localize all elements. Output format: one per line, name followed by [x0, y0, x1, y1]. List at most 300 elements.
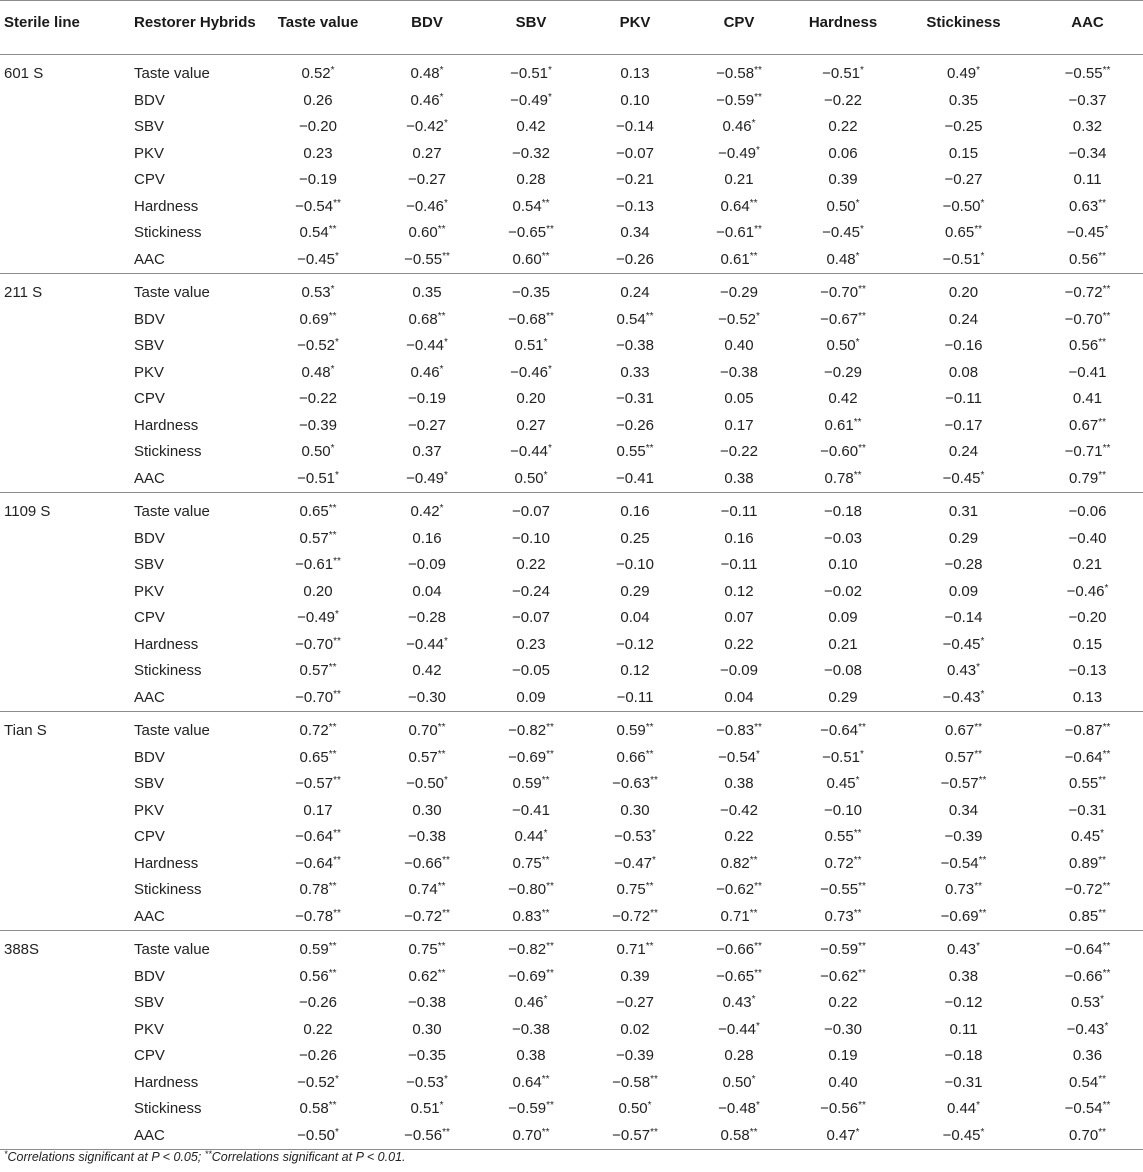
table-row — [0, 632, 1143, 659]
correlation-value-cell: −0.63** — [612, 775, 658, 792]
sterile-line-cell — [0, 1070, 131, 1097]
correlation-value-cell: −0.28 — [408, 609, 446, 626]
correlation-value-cell: 0.78** — [299, 881, 337, 898]
significance-marker: ** — [1102, 967, 1111, 979]
sterile-line-cell — [0, 685, 131, 712]
correlation-value-cell: 0.24 — [948, 443, 979, 460]
correlation-value-cell: 0.75** — [512, 854, 550, 872]
correlation-value-cell: −0.10 — [824, 801, 862, 819]
correlation-value-cell: −0.62** — [820, 967, 866, 985]
restorer-trait-cell: Stickiness — [134, 1100, 202, 1117]
significance-marker: ** — [333, 828, 341, 839]
correlation-value-cell: −0.78** — [295, 907, 341, 925]
significance-marker: ** — [754, 722, 762, 733]
correlation-value-cell: 0.56** — [1069, 250, 1106, 268]
significance-marker: ** — [749, 854, 758, 866]
correlation-value-cell: −0.45* — [822, 224, 864, 241]
sterile-line-cell — [0, 194, 131, 221]
significance-marker: ** — [541, 854, 550, 866]
significance-marker: ** — [853, 416, 862, 428]
correlation-value-cell: 0.78** — [824, 469, 862, 487]
restorer-trait-cell: CPV — [134, 828, 165, 845]
correlation-value-cell: 0.04 — [724, 688, 754, 706]
correlation-value-cell: 0.43* — [946, 662, 981, 679]
correlation-value-cell: 0.41 — [1072, 390, 1103, 407]
significance-marker: * — [751, 994, 756, 1005]
correlation-value-cell: 0.09 — [828, 609, 858, 626]
header-sterile-line: Sterile line — [0, 1, 131, 55]
sterile-line-cell: 601 S — [0, 55, 131, 88]
correlation-value-cell: 0.67** — [895, 712, 1032, 745]
significance-marker: * — [548, 363, 552, 375]
table-row — [0, 745, 1143, 772]
correlation-value-cell: 0.11 — [949, 1020, 978, 1038]
table-row — [0, 904, 1143, 931]
correlation-value-cell: 0.43* — [895, 931, 1032, 964]
restorer-trait-cell: CPV — [134, 171, 165, 188]
restorer-trait-cell: BDV — [134, 91, 165, 109]
correlation-value-cell: −0.62** — [716, 881, 762, 898]
correlation-value-cell: −0.45* — [297, 250, 339, 268]
correlation-value-cell: 0.19 — [828, 1047, 858, 1064]
correlation-value-cell: −0.46* — [1066, 582, 1109, 600]
sterile-line-cell — [0, 247, 131, 274]
significance-marker: ** — [749, 250, 758, 262]
correlation-value-cell: −0.49* — [718, 144, 760, 162]
correlation-value-cell: 0.02 — [620, 1020, 650, 1038]
significance-marker: * — [330, 284, 335, 295]
correlation-value-cell: 0.85** — [1069, 907, 1106, 925]
correlation-value-cell: −0.18 — [944, 1047, 983, 1064]
correlation-value-cell: 0.11 — [1073, 171, 1102, 188]
table-row — [0, 493, 1143, 526]
header-sbv: SBV — [479, 1, 583, 55]
restorer-trait-cell: Taste value — [131, 712, 261, 745]
significance-marker: ** — [437, 941, 446, 952]
significance-marker: * — [335, 1126, 339, 1138]
restorer-trait-cell: Hardness — [134, 1073, 199, 1091]
correlation-value-cell: −0.52* — [297, 337, 339, 354]
restorer-trait-cell: SBV — [134, 556, 165, 573]
correlation-value-cell: −0.66** — [404, 854, 450, 872]
correlation-value-cell: 0.40 — [828, 1073, 858, 1091]
significance-marker: * — [330, 443, 335, 454]
table-row — [0, 552, 1143, 579]
correlation-value-cell: −0.11 — [616, 688, 654, 706]
correlation-value-cell: −0.66** — [1064, 967, 1111, 985]
correlation-value-cell: −0.38 — [616, 337, 654, 354]
correlation-value-cell: 0.16 — [583, 493, 687, 526]
significance-marker: * — [444, 469, 448, 481]
correlation-value-cell: 0.05 — [724, 390, 754, 407]
correlation-value-cell: −0.26 — [616, 416, 654, 434]
significance-marker: ** — [1098, 337, 1106, 348]
correlation-value-cell: −0.03 — [824, 529, 862, 547]
table-row — [0, 274, 1143, 307]
table-row — [0, 771, 1143, 798]
sterile-line-cell — [0, 1096, 131, 1123]
restorer-trait-cell: AAC — [134, 469, 165, 487]
significance-marker: ** — [754, 91, 762, 103]
sterile-line-cell — [0, 220, 131, 247]
significance-marker: ** — [328, 529, 337, 541]
significance-marker: * — [756, 1100, 760, 1111]
significance-marker: * — [980, 635, 985, 647]
significance-marker: ** — [546, 881, 554, 892]
correlation-value-cell: 0.38 — [948, 967, 979, 985]
significance-marker: ** — [437, 967, 446, 979]
correlation-value-cell: 0.13 — [583, 55, 687, 88]
sterile-line-cell: 211 S — [0, 274, 131, 307]
significance-marker: ** — [1102, 722, 1111, 733]
header-bdv: BDV — [375, 1, 479, 55]
significance-marker: * — [855, 337, 860, 348]
correlation-value-cell: −0.51* — [942, 250, 985, 268]
table-footnote — [4, 1150, 406, 1164]
correlation-value-cell: 0.40 — [724, 337, 754, 354]
significance-marker: ** — [1102, 748, 1111, 760]
correlation-value-cell: 0.24 — [948, 310, 979, 328]
sterile-line-cell: Tian S — [0, 712, 131, 745]
significance-marker: * — [860, 748, 864, 760]
correlation-value-cell: −0.12 — [944, 994, 983, 1011]
correlation-value-cell: −0.45* — [1066, 224, 1109, 241]
correlation-value-cell: −0.44* — [406, 337, 448, 354]
correlation-value-cell: −0.80** — [508, 881, 554, 898]
correlation-value-cell: 0.44* — [514, 828, 548, 845]
correlation-value-cell: −0.66** — [687, 931, 791, 964]
correlation-value-cell: 0.46* — [410, 363, 444, 381]
significance-marker: ** — [858, 1100, 866, 1111]
correlation-value-cell: −0.69** — [508, 748, 554, 766]
correlation-value-cell: 0.06 — [828, 144, 858, 162]
correlation-value-cell: −0.58** — [612, 1073, 658, 1091]
correlation-value-cell: −0.72** — [612, 907, 658, 925]
correlation-value-cell: −0.54** — [940, 854, 987, 872]
correlation-value-cell: −0.39 — [944, 828, 983, 845]
table-row — [0, 55, 1143, 88]
significance-marker: ** — [541, 1073, 550, 1085]
correlation-value-cell: 0.29 — [620, 582, 650, 600]
significance-marker: ** — [328, 881, 337, 892]
correlation-value-cell: −0.26 — [299, 1047, 337, 1064]
correlation-value-cell: 0.27 — [412, 144, 442, 162]
correlation-value-cell: 0.49* — [895, 55, 1032, 88]
correlation-value-cell: 0.66** — [616, 748, 654, 766]
correlation-value-cell: −0.17 — [944, 416, 983, 434]
correlation-value-cell: −0.10 — [512, 529, 550, 547]
correlation-value-cell: 0.71** — [583, 931, 687, 964]
significance-marker: ** — [1102, 1100, 1111, 1111]
table-row — [0, 851, 1143, 878]
correlation-value-cell: 0.22 — [828, 118, 858, 135]
restorer-trait-cell: Stickiness — [134, 443, 202, 460]
correlation-value-cell: 0.63** — [1069, 197, 1106, 215]
correlation-value-cell: −0.41 — [1068, 363, 1107, 381]
correlation-value-cell: −0.31 — [1068, 801, 1107, 819]
correlation-value-cell: 0.07 — [724, 609, 754, 626]
correlation-value-cell: 0.35 — [948, 91, 979, 109]
correlation-value-cell: 0.42 — [516, 118, 546, 135]
correlation-value-cell: 0.09 — [516, 688, 546, 706]
significance-marker: ** — [328, 503, 337, 514]
correlation-value-cell: 0.10 — [620, 91, 650, 109]
significance-marker: ** — [328, 1100, 337, 1111]
correlation-value-cell: 0.45* — [826, 775, 860, 792]
correlation-value-cell: −0.44* — [718, 1020, 760, 1038]
correlation-value-cell: 0.70** — [1032, 1123, 1143, 1150]
correlation-value-cell: 0.35 — [375, 274, 479, 307]
sterile-line-cell — [0, 1123, 131, 1150]
correlation-value-cell: 0.54** — [512, 197, 550, 215]
significance-marker: ** — [1102, 881, 1111, 892]
table-row — [0, 824, 1143, 851]
correlation-value-cell: 0.67** — [1069, 416, 1106, 434]
restorer-trait-cell: PKV — [134, 1020, 165, 1038]
significance-marker: ** — [437, 722, 446, 733]
footnote-text-p05: Correlations significant at P < 0.05; — [7, 1150, 205, 1164]
significance-marker: ** — [546, 967, 554, 979]
correlation-value-cell: 0.70** — [479, 1123, 583, 1150]
table-row — [0, 605, 1143, 632]
correlation-value-cell: 0.46* — [514, 994, 548, 1011]
table-row — [0, 220, 1143, 247]
significance-marker: ** — [858, 722, 866, 733]
restorer-trait-cell: SBV — [134, 994, 165, 1011]
correlation-value-cell: −0.64** — [295, 854, 341, 872]
correlation-value-cell: −0.59** — [716, 91, 762, 109]
significance-marker: ** — [978, 854, 987, 866]
restorer-trait-cell: Stickiness — [134, 881, 202, 898]
correlation-value-cell: −0.49* — [297, 609, 339, 626]
table-row — [0, 990, 1143, 1017]
significance-marker: * — [855, 197, 860, 209]
correlation-value-cell: 0.46* — [722, 118, 756, 135]
sterile-line-cell — [0, 413, 131, 440]
sterile-line-cell — [0, 745, 131, 772]
sterile-line-cell — [0, 990, 131, 1017]
significance-marker: * — [751, 1073, 756, 1085]
correlation-value-cell: −0.09 — [720, 662, 758, 679]
correlation-value-cell: 0.42 — [412, 662, 442, 679]
table-row — [0, 877, 1143, 904]
significance-marker: * — [855, 775, 860, 786]
correlation-value-cell: −0.02 — [824, 582, 862, 600]
correlation-value-cell: 0.16 — [412, 529, 442, 547]
footnote-star-single: * — [4, 1149, 8, 1159]
sterile-line-cell — [0, 798, 131, 825]
correlation-value-cell: −0.44* — [510, 443, 552, 460]
sterile-line-cell — [0, 360, 131, 387]
correlation-value-cell: −0.72** — [404, 907, 450, 925]
correlation-value-cell: 0.38 — [724, 469, 754, 487]
correlation-value-cell: 0.62** — [408, 967, 446, 985]
significance-marker: ** — [437, 748, 446, 760]
correlation-value-cell: 0.48* — [826, 250, 860, 268]
table-row — [0, 685, 1143, 712]
correlation-value-cell: −0.46* — [406, 197, 448, 215]
significance-marker: * — [439, 91, 444, 103]
correlation-value-cell: −0.64** — [1032, 931, 1143, 964]
correlation-value-cell: −0.27 — [616, 994, 654, 1011]
restorer-trait-cell: PKV — [134, 582, 165, 600]
restorer-trait-cell: SBV — [134, 775, 165, 792]
table-row — [0, 167, 1143, 194]
significance-marker: ** — [754, 881, 762, 892]
sterile-line-cell — [0, 526, 131, 553]
significance-marker: ** — [333, 197, 341, 209]
significance-marker: ** — [1102, 310, 1111, 322]
correlation-value-cell: 0.44* — [946, 1100, 981, 1117]
footnote-star-double: ** — [204, 1149, 212, 1159]
correlation-value-cell: 0.65** — [299, 748, 337, 766]
correlation-value-cell: 0.55** — [616, 443, 654, 460]
significance-marker: ** — [1098, 469, 1106, 481]
correlation-value-cell: 0.39 — [620, 967, 650, 985]
correlation-value-cell: 0.15 — [948, 144, 979, 162]
restorer-trait-cell: AAC — [131, 1123, 261, 1150]
table-header — [0, 1, 1143, 55]
correlation-value-cell: 0.58** — [299, 1100, 337, 1117]
sterile-line-cell — [0, 307, 131, 334]
significance-marker: * — [543, 469, 548, 481]
significance-marker: ** — [333, 907, 341, 919]
correlation-value-cell: −0.19 — [299, 171, 337, 188]
correlation-value-cell: −0.20 — [299, 118, 337, 135]
significance-marker: * — [1100, 994, 1105, 1005]
correlation-value-cell: 0.30 — [620, 801, 650, 819]
sterile-line-cell — [0, 658, 131, 685]
significance-marker: * — [439, 363, 444, 375]
significance-marker: * — [548, 443, 552, 454]
correlation-value-cell: −0.07 — [616, 144, 654, 162]
restorer-trait-cell: CPV — [134, 1047, 165, 1064]
header-taste-value: Taste value — [261, 1, 375, 55]
correlation-value-cell: −0.61** — [716, 224, 762, 241]
significance-marker: ** — [645, 941, 654, 952]
correlation-value-cell: 0.34 — [948, 801, 979, 819]
significance-marker: * — [543, 828, 548, 839]
correlation-value-cell: −0.27 — [408, 416, 446, 434]
significance-marker: * — [751, 118, 756, 129]
significance-marker: ** — [442, 250, 450, 262]
significance-marker: * — [330, 65, 335, 76]
correlation-value-cell: 0.57** — [408, 748, 446, 766]
correlation-value-cell: 0.64** — [720, 197, 758, 215]
significance-marker: * — [976, 662, 981, 673]
correlation-value-cell: −0.54** — [1064, 1100, 1111, 1117]
significance-marker: ** — [442, 1126, 450, 1138]
correlation-value-cell: −0.67** — [820, 310, 866, 328]
correlation-value-cell: −0.39 — [299, 416, 337, 434]
correlation-value-cell: 0.21 — [1072, 556, 1103, 573]
significance-marker: ** — [328, 941, 337, 952]
significance-marker: ** — [541, 775, 550, 786]
significance-marker: ** — [1102, 65, 1111, 76]
significance-marker: ** — [645, 443, 654, 454]
table-row — [0, 439, 1143, 466]
restorer-trait-cell: Taste value — [131, 274, 261, 307]
correlation-value-cell: 0.79** — [1069, 469, 1106, 487]
correlation-value-cell: −0.51* — [822, 748, 864, 766]
table-row — [0, 307, 1143, 334]
correlation-value-cell: 0.24 — [583, 274, 687, 307]
correlation-value-cell: 0.22 — [516, 556, 546, 573]
correlation-value-cell: −0.64** — [295, 828, 341, 845]
significance-marker: * — [439, 1100, 444, 1111]
sterile-line-cell — [0, 851, 131, 878]
correlation-value-cell: −0.51* — [479, 55, 583, 88]
significance-marker: * — [439, 65, 444, 76]
correlation-value-cell: −0.16 — [944, 337, 983, 354]
significance-marker: ** — [1098, 854, 1106, 866]
correlation-value-cell: 0.22 — [724, 828, 754, 845]
significance-marker: ** — [1098, 416, 1106, 428]
restorer-trait-cell: Hardness — [134, 635, 199, 653]
correlation-value-cell: −0.70** — [295, 688, 341, 706]
correlation-value-cell: −0.72** — [1032, 274, 1143, 307]
correlation-value-cell: −0.69** — [508, 967, 554, 985]
table-row — [0, 413, 1143, 440]
restorer-trait-cell: CPV — [134, 609, 165, 626]
table-row — [0, 194, 1143, 221]
correlation-value-cell: −0.42 — [720, 801, 758, 819]
significance-marker: ** — [749, 1126, 758, 1138]
restorer-trait-cell: PKV — [134, 144, 165, 162]
correlation-value-cell: −0.31 — [944, 1073, 983, 1091]
significance-marker: ** — [437, 881, 446, 892]
significance-marker: ** — [853, 828, 862, 839]
sterile-line-cell — [0, 386, 131, 413]
correlation-value-cell: 0.73** — [824, 907, 862, 925]
correlation-value-cell: 0.29 — [828, 688, 858, 706]
restorer-trait-cell: CPV — [134, 390, 165, 407]
significance-marker: * — [444, 118, 448, 129]
significance-marker: * — [855, 250, 860, 262]
restorer-trait-cell: Hardness — [134, 197, 199, 215]
correlation-value-cell: 0.59** — [583, 712, 687, 745]
significance-marker: * — [335, 1073, 339, 1085]
significance-marker: * — [444, 775, 448, 786]
significance-marker: * — [980, 1126, 985, 1138]
significance-marker: ** — [1102, 941, 1111, 952]
correlation-value-cell: −0.48* — [718, 1100, 760, 1117]
significance-marker: ** — [1098, 775, 1106, 786]
correlation-value-cell: −0.42* — [406, 118, 448, 135]
correlation-value-cell: 0.20 — [516, 390, 546, 407]
correlation-value-cell: 0.71** — [720, 907, 758, 925]
significance-marker: ** — [328, 662, 337, 673]
correlation-value-cell: −0.35 — [479, 274, 583, 307]
significance-marker: ** — [333, 635, 341, 647]
significance-marker: ** — [541, 907, 550, 919]
correlation-value-cell: 0.60** — [408, 224, 446, 241]
correlation-value-cell: 0.60** — [512, 250, 550, 268]
correlation-value-cell: −0.64** — [1064, 748, 1111, 766]
correlation-value-cell: −0.72** — [1064, 881, 1111, 898]
correlation-value-cell: 0.42 — [828, 390, 858, 407]
significance-marker: * — [1104, 1020, 1109, 1032]
restorer-trait-cell: Hardness — [134, 854, 199, 872]
correlation-value-cell: −0.06 — [1032, 493, 1143, 526]
correlation-value-cell: −0.07 — [512, 609, 550, 626]
significance-marker: ** — [1098, 250, 1106, 262]
header-row — [0, 1, 1143, 55]
correlation-value-cell: 0.70** — [375, 712, 479, 745]
correlation-value-cell: −0.38 — [408, 994, 446, 1011]
correlation-value-cell: 0.23 — [303, 144, 333, 162]
correlation-value-cell: 0.08 — [948, 363, 979, 381]
